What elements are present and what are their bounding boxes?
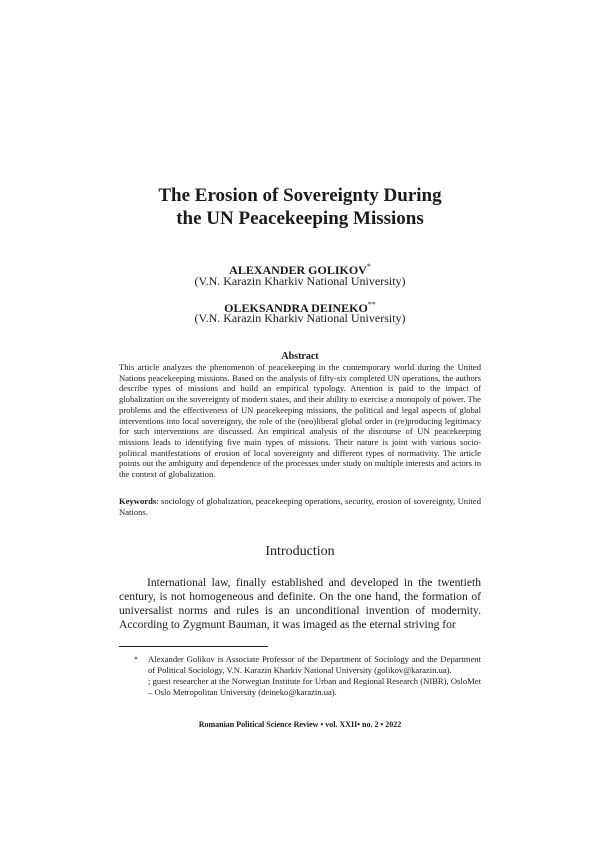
introduction-text: International law, finally established and developed in the twentieth century, is not homogeneous and definite. On the one hand, the formation of universalist norms and rules is an unconditional invention of modernity. According to Zygmunt Bauman, it was imaged as the eternal striving for	[119, 576, 481, 631]
author-1-footnote-mark: *	[366, 262, 371, 271]
footnote-text	[148, 654, 481, 698]
author-2-footnote-mark: **	[367, 300, 376, 309]
author-2-affiliation: (V.N. Karazin Kharkiv National University)	[194, 311, 406, 325]
keywords	[119, 496, 481, 518]
author-2-name: OLEKSANDRA DEINEKO**	[224, 300, 376, 315]
footnote-author-1: Alexander Golikov is Associate Professor of the Department of Sociology and the Department of Political Sociology, V.N. Karazin Kharkiv National University (golikov@karazin.ua).	[148, 654, 481, 675]
abstract-heading: Abstract	[281, 351, 319, 362]
author-1-name: ALEXANDER GOLIKOV*	[229, 262, 371, 277]
article-title	[0, 184, 600, 230]
footnote-author-2: ; guest researcher at the Norwegian Institute for Urban and Regional Research (NIBR), OsloMet – Oslo Metropolitan University (deineko@karazin.ua).	[148, 675, 481, 697]
keywords-text: : sociology of globalization, peacekeeping operations, security, erosion of sovereignty, United Nations.	[119, 496, 481, 517]
journal-footer: Romanian Political Science Review • vol. XXII• no. 2 • 2022	[198, 720, 402, 729]
introduction-heading: Introduction	[265, 544, 335, 559]
title-line-1: The Erosion of Sovereignty During	[158, 185, 442, 206]
author-1-affiliation: (V.N. Karazin Kharkiv National University)	[194, 274, 406, 288]
footnote-divider	[119, 646, 268, 647]
abstract-text: This article analyzes the phenomenon of peacekeeping in the contemporary world during the United Nations peacekeeping missions. Based on the analysis of fifty-six completed UN operations, the authors describe types of missions and build an empirical typology. Attention is paid to the impact of globalization on the sovereignty of modern states, and their ability to exercise a monopoly of power. The problems and the effectiveness of UN peacekeeping missions, the political and legal aspects of global interventions into local sovereignty, the role of the (neo)liberal global order in (re)producing legitimacy for such interventions are discussed. An empirical analysis of the discourse of UN peacekeeping missions leads to identifying five main types of missions. Their nature is joint with various socio-political manifestations of erosion of local sovereignty and different types of normativity. The article points out the ambiguity and dependence of the processes under study on multiple interests and actors in the context of globalization.	[119, 362, 481, 480]
title-line-2: the UN Peacekeeping Missions	[176, 208, 424, 229]
footnote-mark: *	[134, 655, 138, 664]
keywords-label: Keywords	[119, 496, 157, 506]
